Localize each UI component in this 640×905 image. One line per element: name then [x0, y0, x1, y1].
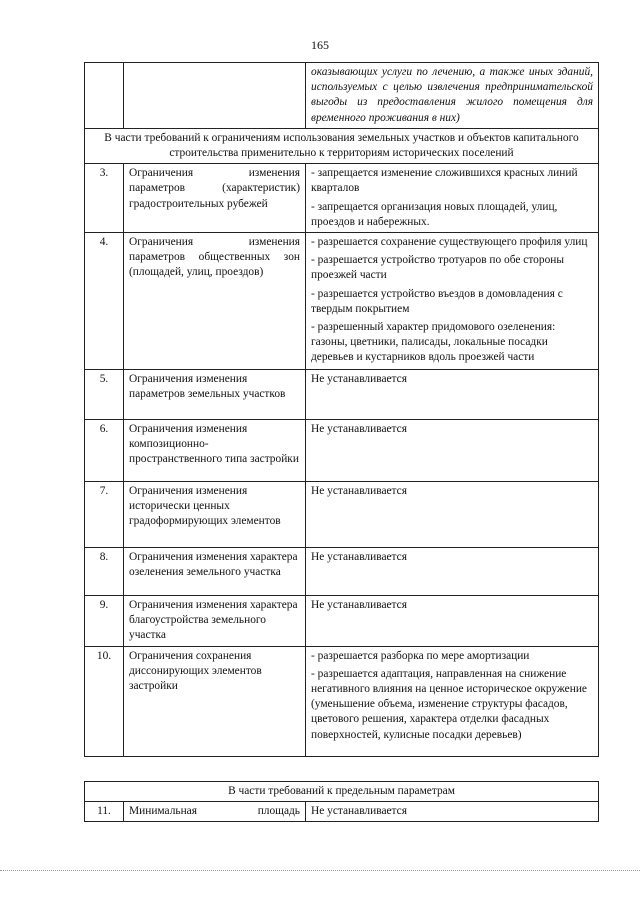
row-name: Ограничения изменения композиционно-пространственного типа застройки	[124, 420, 306, 482]
row-name-cell	[124, 63, 306, 129]
table-row	[85, 233, 599, 370]
section-header-row	[85, 782, 599, 802]
row-value: Не устанавливается	[306, 482, 599, 548]
row-value: Не устанавливается	[306, 548, 599, 596]
limits-table	[84, 781, 599, 822]
row-value-item: - разрешается сохранение существующего профиля улиц	[311, 236, 588, 249]
continuation-text: оказывающих услуги по лечению, а также иных зданий, используемых с целью извлечения предпринимательской выгоды из предоставления жилого помещения для временного проживания в них)	[306, 63, 599, 129]
row-name: Минимальная площадь	[124, 802, 306, 822]
row-number-cell	[85, 63, 124, 129]
table-row	[85, 370, 599, 420]
table-row	[85, 802, 599, 822]
row-value-item: - разрешенный характер придомового озеленения: газоны, цветники, палисады, локальные посадки деревьев и кустарников вдоль проезжей части	[311, 321, 556, 364]
table-row-continuation	[85, 63, 599, 129]
row-number: 5.	[85, 370, 124, 420]
section-header-row	[85, 128, 599, 163]
table-row	[85, 482, 599, 548]
row-name: Ограничения изменения исторически ценных градоформирующих элементов	[124, 482, 306, 548]
row-number: 8.	[85, 548, 124, 596]
row-value: Не устанавливается	[306, 420, 599, 482]
row-value: Не устанавливается	[306, 370, 599, 420]
row-name: Ограничения изменения параметров общественных зон (площадей, улиц, проездов)	[124, 233, 306, 370]
row-name: Ограничения изменения параметров земельных участков	[124, 370, 306, 420]
row-value-item: - разрешается устройство въездов в домовладения с твердым покрытием	[311, 287, 563, 315]
table-row	[85, 164, 599, 233]
table-row	[85, 596, 599, 647]
row-value-item: - разрешается адаптация, направленная на снижение негативного влияния на ценное историческое окружение (уменьшение объема, изменение структуры фасадов, цветового решения, характера отделки фасадных поверхностей, кулисные посадки деревьев)	[311, 667, 587, 741]
row-number: 9.	[85, 596, 124, 647]
row-value-item: - запрещается изменение сложившихся красных линий кварталов	[311, 167, 578, 195]
bottom-divider	[0, 870, 640, 871]
section-title: В части требований к ограничениям использования земельных участков и объектов капитального строительства применительно к территориям исторических поселений	[85, 128, 599, 163]
row-value-item: - разрешается разборка по мере амортизации	[311, 649, 530, 662]
section-title: В части требований к предельным параметрам	[85, 782, 599, 802]
row-number: 7.	[85, 482, 124, 548]
row-number: 3.	[85, 164, 124, 233]
row-number: 6.	[85, 420, 124, 482]
table-row	[85, 420, 599, 482]
table-row	[85, 646, 599, 756]
row-number: 10.	[85, 646, 124, 756]
row-value	[306, 164, 599, 233]
row-value-item: - разрешается устройство тротуаров по обе стороны проезжей части	[311, 254, 565, 282]
row-value: Не устанавливается	[306, 596, 599, 647]
row-name: Ограничения изменения параметров (характеристик) градостроительных рубежей	[124, 164, 306, 233]
row-number: 11.	[85, 802, 124, 822]
regulations-table	[84, 62, 599, 757]
table-row	[85, 548, 599, 596]
page-number: 165	[311, 38, 329, 52]
row-value	[306, 233, 599, 370]
row-name: Ограничения сохранения диссонирующих элементов застройки	[124, 646, 306, 756]
row-name: Ограничения изменения характера благоустройства земельного участка	[124, 596, 306, 647]
row-number: 4.	[85, 233, 124, 370]
row-value	[306, 646, 599, 756]
row-name: Ограничения изменения характера озеленения земельного участка	[124, 548, 306, 596]
row-value: Не устанавливается	[306, 802, 599, 822]
row-value-item: - запрещается организация новых площадей, улиц, проездов и набережных.	[311, 200, 558, 228]
